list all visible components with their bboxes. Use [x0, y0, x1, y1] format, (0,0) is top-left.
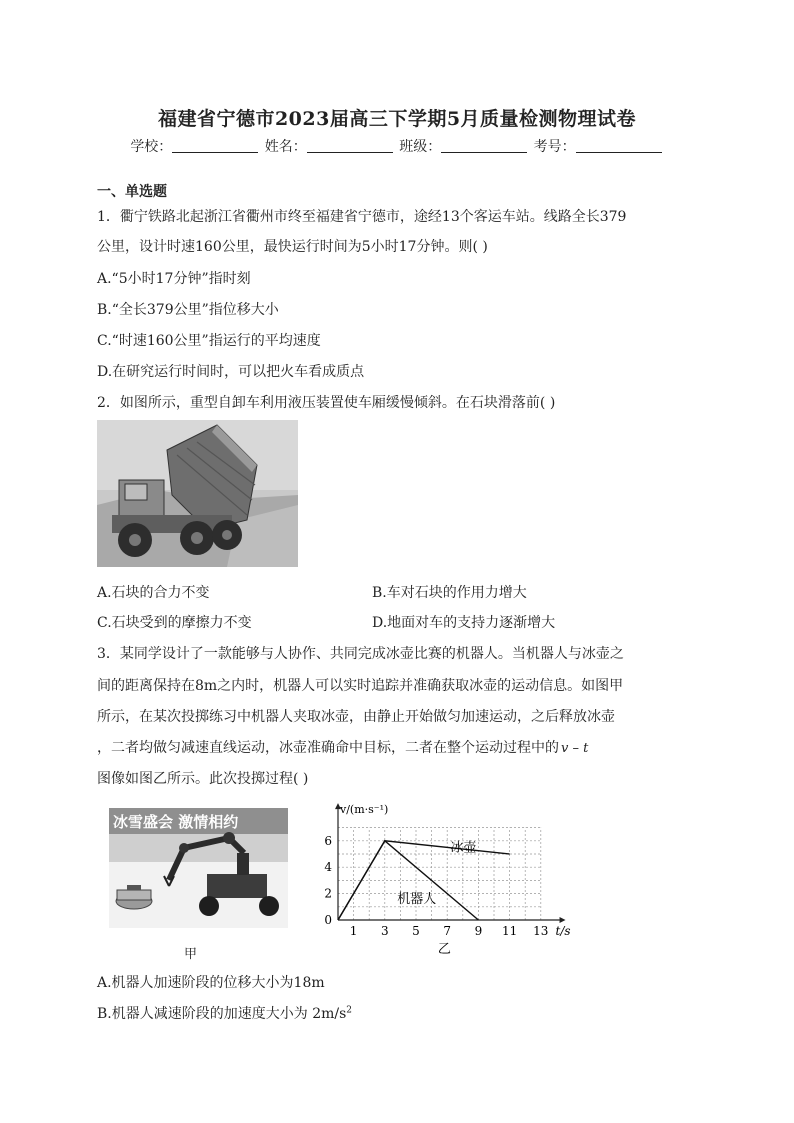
q3-option-a: A.机器人加速阶段的位移大小为18m — [97, 975, 325, 991]
q2-option-d: D.地面对车的支持力逐渐增大 — [372, 615, 556, 631]
section-heading: 一、单选题 — [97, 184, 167, 200]
q1-stem-1: 1．衢宁铁路北起浙江省衢州市终至福建省宁德市，途经13个客运车站。线路全长379 — [97, 209, 627, 225]
caption-jia: 甲 — [184, 947, 198, 962]
y-tick-label: 6 — [324, 833, 332, 848]
q3-stem-4 — [97, 737, 588, 757]
q2-option-a: A.石块的合力不变 — [97, 585, 210, 601]
q3-option-b-exponent: 2 — [346, 1005, 353, 1016]
page-title: 福建省宁德市2023届高三下学期5月质量检测物理试卷 — [157, 108, 637, 130]
q1-option-b: B.“全长379公里”指位移大小 — [97, 302, 279, 318]
y-tick-label: 4 — [324, 860, 332, 875]
caption-yi: 乙 — [437, 942, 451, 957]
q1-option-d: D.在研究运行时间时，可以把火车看成质点 — [97, 364, 365, 380]
y-tick-label: 2 — [324, 886, 332, 901]
name-label: 姓名： — [264, 139, 307, 155]
school-label: 学校： — [130, 139, 173, 155]
q3-stem-2: 间的距离保持在8m之内时，机器人可以实时追踪并准确获取冰壶的运动信息。如图甲 — [97, 678, 624, 694]
q3-option-b — [97, 1003, 352, 1023]
q1-option-a: A.“5小时17分钟”指时刻 — [97, 271, 251, 287]
x-axis-label: t/s — [555, 924, 571, 938]
robot-curling-photo — [109, 808, 288, 928]
q2-stem: 2．如图所示，重型自卸车利用液压装置使车厢缓慢倾斜。在石块滑落前( ) — [97, 395, 556, 411]
dump-truck-photo — [97, 420, 298, 567]
v-t-symbol: v – t — [561, 741, 589, 756]
q3-stem-4-text: ，二者均做匀减速直线运动，冰壶准确命中目标，二者在整个运动过程中的 — [97, 740, 559, 756]
number-blank[interactable] — [576, 138, 662, 153]
x-tick-label: 1 — [349, 924, 358, 938]
class-blank[interactable] — [441, 138, 527, 153]
x-axis-arrow — [560, 917, 566, 923]
y-axis-label: v/(m·s⁻¹) — [340, 803, 389, 817]
series-label: 机器人 — [397, 891, 437, 907]
x-tick-label: 7 — [443, 924, 452, 938]
x-tick-label: 5 — [412, 924, 420, 938]
x-tick-label: 3 — [380, 924, 389, 938]
x-tick-label: 9 — [474, 924, 483, 938]
q1-stem-2: 公里，设计时速160公里，最快运行时间为5小时17分钟。则( ) — [97, 239, 488, 255]
v-t-graph — [322, 800, 571, 957]
q2-option-b: B.车对石块的作用力增大 — [372, 585, 527, 601]
number-label: 考号： — [533, 139, 576, 155]
photo-banner-text: 冰雪盛会 激情相约 — [113, 813, 239, 831]
q3-option-b-text: B.机器人减速阶段的加速度大小为 2m/s — [97, 1006, 347, 1022]
y-tick-label: 0 — [324, 913, 332, 927]
q2-option-c: C.石块受到的摩擦力不变 — [97, 615, 252, 631]
q1-option-c: C.“时速160公里”指运行的平均速度 — [97, 333, 321, 349]
q3-stem-5: 图像如图乙所示。此次投掷过程( ) — [97, 771, 309, 787]
q3-stem-1: 3．某同学设计了一款能够与人协作、共同完成冰壶比赛的机器人。当机器人与冰壶之 — [97, 646, 624, 662]
q3-stem-3: 所示，在某次投掷练习中机器人夹取冰壶，由静止开始做匀加速运动，之后释放冰壶 — [97, 709, 615, 725]
x-tick-label: 13 — [533, 924, 549, 938]
school-blank[interactable] — [172, 138, 258, 153]
series-label: 冰壶 — [450, 840, 477, 856]
name-blank[interactable] — [307, 138, 393, 153]
class-label: 班级： — [399, 139, 442, 155]
x-tick-label: 11 — [501, 924, 518, 938]
student-info — [0, 136, 794, 156]
